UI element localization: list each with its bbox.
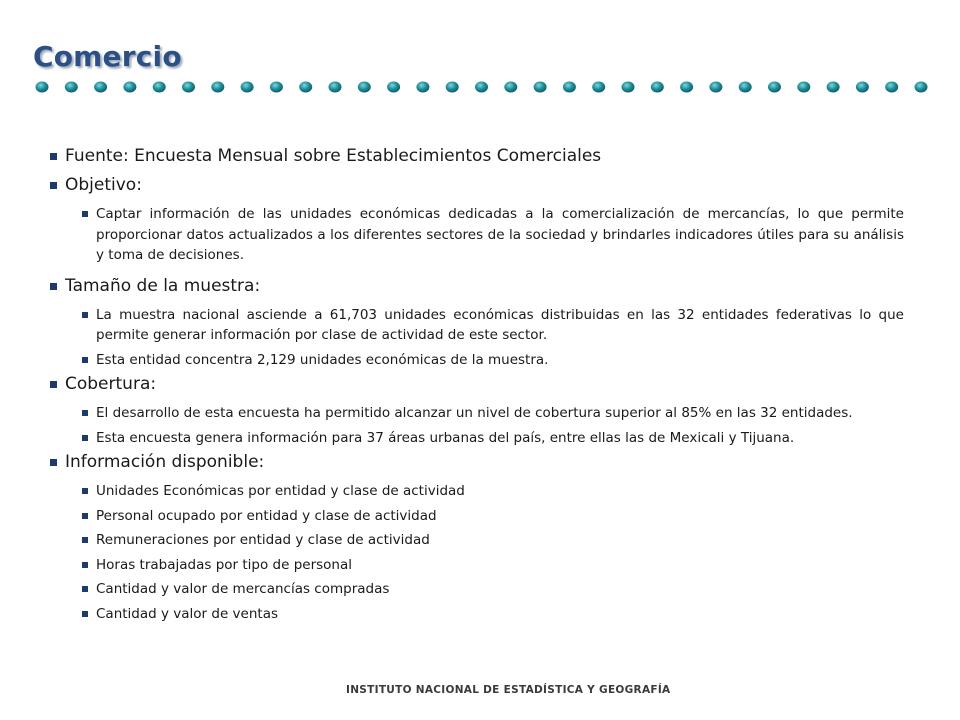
- cobertura-heading: Cobertura:: [50, 374, 904, 395]
- divider-dot: [885, 82, 898, 93]
- cobertura-item: Esta encuesta genera información para 37 áreas urbanas del país, entre ellas las de Mexicali y Tijuana.: [82, 428, 904, 449]
- objetivo-item: Captar información de las unidades económicas dedicadas a la comercialización de mercancías, lo que permite proporcionar datos actualizados a los diferentes sectores de la sociedad y brindarles indicadores útiles para su análisis y toma de decisiones.: [82, 204, 904, 266]
- informacion-item: Remuneraciones por entidad y clase de actividad: [82, 530, 904, 551]
- divider-dot: [65, 82, 78, 93]
- divider-dot: [739, 82, 752, 93]
- divider-dot: [475, 82, 488, 93]
- divider-dot: [416, 82, 429, 93]
- divider-dot: [768, 82, 781, 93]
- informacion-item: Cantidad y valor de ventas: [82, 604, 904, 625]
- divider-dot: [622, 82, 635, 93]
- divider-dot: [241, 82, 254, 93]
- informacion-item: Horas trabajadas por tipo de personal: [82, 555, 904, 576]
- divider-dot: [680, 82, 693, 93]
- informacion-item: Personal ocupado por entidad y clase de actividad: [82, 506, 904, 527]
- informacion-heading: Información disponible:: [50, 452, 904, 473]
- informacion-item: Unidades Económicas por entidad y clase de actividad: [82, 481, 904, 502]
- cobertura-item: El desarrollo de esta encuesta ha permitido alcanzar un nivel de cobertura superior al 85% en las 32 entidades.: [82, 403, 904, 424]
- muestra-item: La muestra nacional asciende a 61,703 unidades económicas distribuidas en las 32 entidades federativas lo que permite generar información por clase de actividad de este sector.: [82, 305, 904, 346]
- divider-dot: [709, 82, 722, 93]
- divider-dot: [827, 82, 840, 93]
- divider-dot: [797, 82, 810, 93]
- decorative-dot-divider: [34, 78, 934, 98]
- divider-dot: [182, 82, 195, 93]
- objetivo-heading: Objetivo:: [50, 175, 904, 196]
- institution-footer: INSTITUTO NACIONAL DE ESTADÍSTICA Y GEOGRAFÍA: [346, 684, 671, 696]
- divider-dot: [123, 82, 136, 93]
- divider-dot: [329, 82, 342, 93]
- divider-dot: [387, 82, 400, 93]
- muestra-heading: Tamaño de la muestra:: [50, 276, 904, 297]
- divider-dot: [651, 82, 664, 93]
- divider-dot: [504, 82, 517, 93]
- content-body: [50, 146, 904, 628]
- informacion-item: Cantidad y valor de mercancías compradas: [82, 579, 904, 600]
- divider-dot: [299, 82, 312, 93]
- muestra-item: Esta entidad concentra 2,129 unidades económicas de la muestra.: [82, 350, 904, 371]
- divider-dot: [94, 82, 107, 93]
- divider-dot: [856, 82, 869, 93]
- page-title: Comercio: [33, 40, 182, 73]
- divider-dot: [358, 82, 371, 93]
- divider-dot: [534, 82, 547, 93]
- divider-dot: [563, 82, 576, 93]
- divider-dot: [211, 82, 224, 93]
- divider-dot: [446, 82, 459, 93]
- divider-dot: [915, 82, 928, 93]
- divider-dot: [153, 82, 166, 93]
- divider-dot: [592, 82, 605, 93]
- divider-dot: [270, 82, 283, 93]
- fuente-item: Fuente: Encuesta Mensual sobre Establecimientos Comerciales: [50, 146, 904, 167]
- divider-dot: [36, 82, 49, 93]
